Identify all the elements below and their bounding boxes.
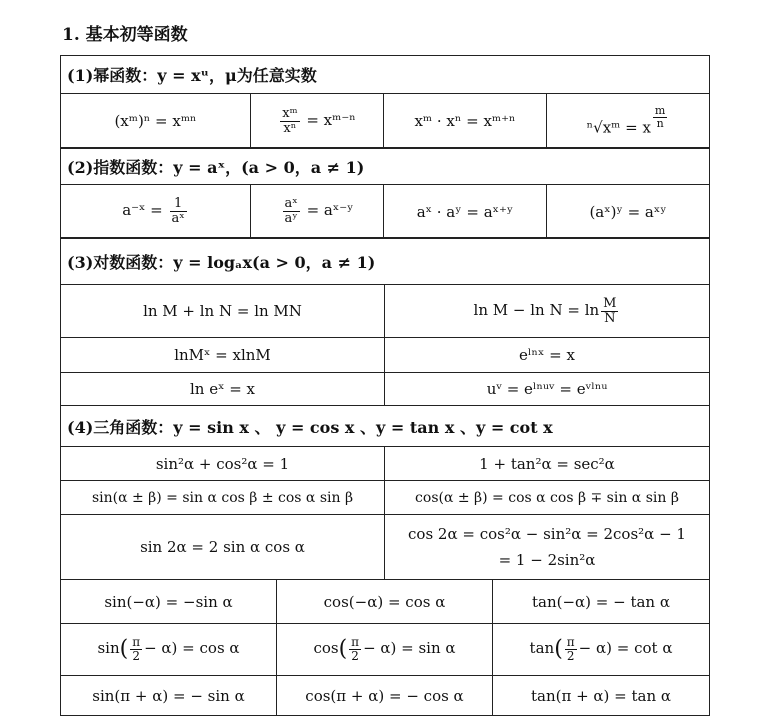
fraction-numerator: M bbox=[603, 295, 617, 311]
exp-rule-1 bbox=[61, 185, 251, 239]
power-rule-4 bbox=[547, 94, 710, 149]
log-rule-5: ln eˣ = x bbox=[61, 373, 385, 406]
exp-rule-1-lhs: a⁻ˣ = bbox=[122, 201, 163, 220]
fraction-numerator: π bbox=[566, 635, 575, 650]
trig-pythag-1: sin²α + cos²α = 1 bbox=[61, 447, 385, 481]
pi-over-2-fraction bbox=[565, 636, 577, 662]
fraction-denominator: n bbox=[656, 116, 664, 130]
fraction-numerator: 1 bbox=[170, 197, 187, 212]
fraction-numerator: aˣ bbox=[284, 196, 298, 212]
trig-double-cos-line-1: cos 2α = cos²α − sin²α = 2cos²α − 1 bbox=[408, 525, 686, 543]
log-section-title: (3)对数函数：y = logₐx(a > 0，a ≠ 1) bbox=[61, 238, 710, 285]
pi-over-2-fraction bbox=[130, 636, 142, 662]
exp-rule-2-rhs: = aˣ⁻ʸ bbox=[306, 201, 354, 220]
trig-band bbox=[60, 405, 710, 580]
trig-cofunc-cos bbox=[277, 624, 493, 676]
power-rule-3: xᵐ · xⁿ = xᵐ⁺ⁿ bbox=[384, 94, 547, 149]
trig-cofunc-sin bbox=[61, 624, 277, 676]
trig-double-cos-line-2: = 1 − 2sin²α bbox=[498, 551, 596, 569]
cofunc-rhs: − α) = sin α bbox=[363, 639, 456, 658]
power-rule-2 bbox=[251, 94, 384, 149]
log-rule-2-lhs: ln M − ln N = ln bbox=[473, 301, 600, 319]
log-rule-2-fraction bbox=[601, 297, 618, 325]
log-rule-4: eˡⁿˣ = x bbox=[385, 338, 710, 373]
fraction-denominator: 2 bbox=[351, 649, 359, 663]
trig-shift-cos: cos(π + α) = − cos α bbox=[277, 676, 493, 716]
power-rule-4-exponent bbox=[653, 105, 667, 129]
fn-name: sin bbox=[97, 639, 120, 658]
trig-double-sin: sin 2α = 2 sin α cos α bbox=[61, 515, 385, 580]
cofunc-rhs: − α) = cos α bbox=[144, 639, 240, 658]
exp-band bbox=[60, 147, 710, 239]
log-rule-3: lnMˣ = xlnM bbox=[61, 338, 385, 373]
power-rule-1: (xᵐ)ⁿ = xᵐⁿ bbox=[61, 94, 251, 149]
power-rule-2-rhs: = xᵐ⁻ⁿ bbox=[306, 111, 356, 129]
log-rule-6: uᵛ = eˡⁿᵘᵛ = eᵛˡⁿᵘ bbox=[385, 373, 710, 406]
fraction-denominator: 2 bbox=[132, 649, 140, 663]
trig-sum-sin: sin(α ± β) = sin α cos β ± cos α sin β bbox=[61, 481, 385, 515]
trig-pythag-2: 1 + tan²α = sec²α bbox=[385, 447, 710, 481]
cofunc-rhs: − α) = cot α bbox=[578, 639, 673, 658]
trig-neg-sin: sin(−α) = −sin α bbox=[61, 580, 277, 624]
exp-section-title: (2)指数函数：y = aˣ，(a > 0，a ≠ 1) bbox=[61, 148, 710, 185]
trig-shift-tan: tan(π + α) = tan α bbox=[493, 676, 710, 716]
exp-rule-3: aˣ · aʸ = aˣ⁺ʸ bbox=[384, 185, 547, 239]
exp-rule-2 bbox=[251, 185, 384, 239]
power-section-title: (1)幂函数：y = xᵘ，μ为任意实数 bbox=[61, 56, 710, 94]
fraction-denominator: aˣ bbox=[171, 211, 185, 226]
power-rule-2-fraction bbox=[280, 107, 299, 135]
fraction-numerator: m bbox=[654, 104, 666, 118]
trig-sum-cos: cos(α ± β) = cos α cos β ∓ sin α sin β bbox=[385, 481, 710, 515]
fraction-denominator: aʸ bbox=[284, 211, 298, 226]
log-rule-1: ln M + ln N = ln MN bbox=[61, 285, 385, 338]
trig-neg-cos: cos(−α) = cos α bbox=[277, 580, 493, 624]
fraction-denominator: N bbox=[604, 310, 616, 326]
fraction-numerator: π bbox=[351, 635, 360, 650]
fraction-denominator: xⁿ bbox=[283, 120, 297, 136]
trig-cofunc-tan bbox=[493, 624, 710, 676]
fn-name: tan bbox=[529, 639, 555, 658]
fn-name: cos bbox=[313, 639, 339, 658]
section-heading: 1. 基本初等函数 bbox=[62, 25, 188, 45]
trig-shift-sin: sin(π + α) = − sin α bbox=[61, 676, 277, 716]
exp-rule-1-fraction bbox=[170, 197, 187, 225]
open-paren: ( bbox=[338, 637, 348, 662]
fraction-denominator: 2 bbox=[566, 649, 575, 663]
power-band bbox=[60, 55, 710, 149]
power-rule-4-lhs: ⁿ√xᵐ = x bbox=[586, 118, 651, 137]
log-band bbox=[60, 237, 710, 406]
exp-rule-2-fraction bbox=[283, 197, 300, 225]
open-paren: ( bbox=[119, 637, 129, 662]
fraction-numerator: xᵐ bbox=[282, 105, 298, 121]
pi-over-2-fraction bbox=[349, 636, 361, 662]
trig-section-title: (4)三角函数：y = sin x 、 y = cos x 、y = tan x 、y = cot x bbox=[61, 406, 710, 447]
log-rule-2 bbox=[385, 285, 710, 338]
trig-neg-tan: tan(−α) = − tan α bbox=[493, 580, 710, 624]
open-paren: ( bbox=[554, 637, 563, 662]
trig-identity-band bbox=[60, 579, 710, 716]
trig-double-cos bbox=[385, 515, 710, 580]
fraction-numerator: π bbox=[132, 635, 141, 650]
exp-rule-4: (aˣ)ʸ = aˣʸ bbox=[547, 185, 710, 239]
